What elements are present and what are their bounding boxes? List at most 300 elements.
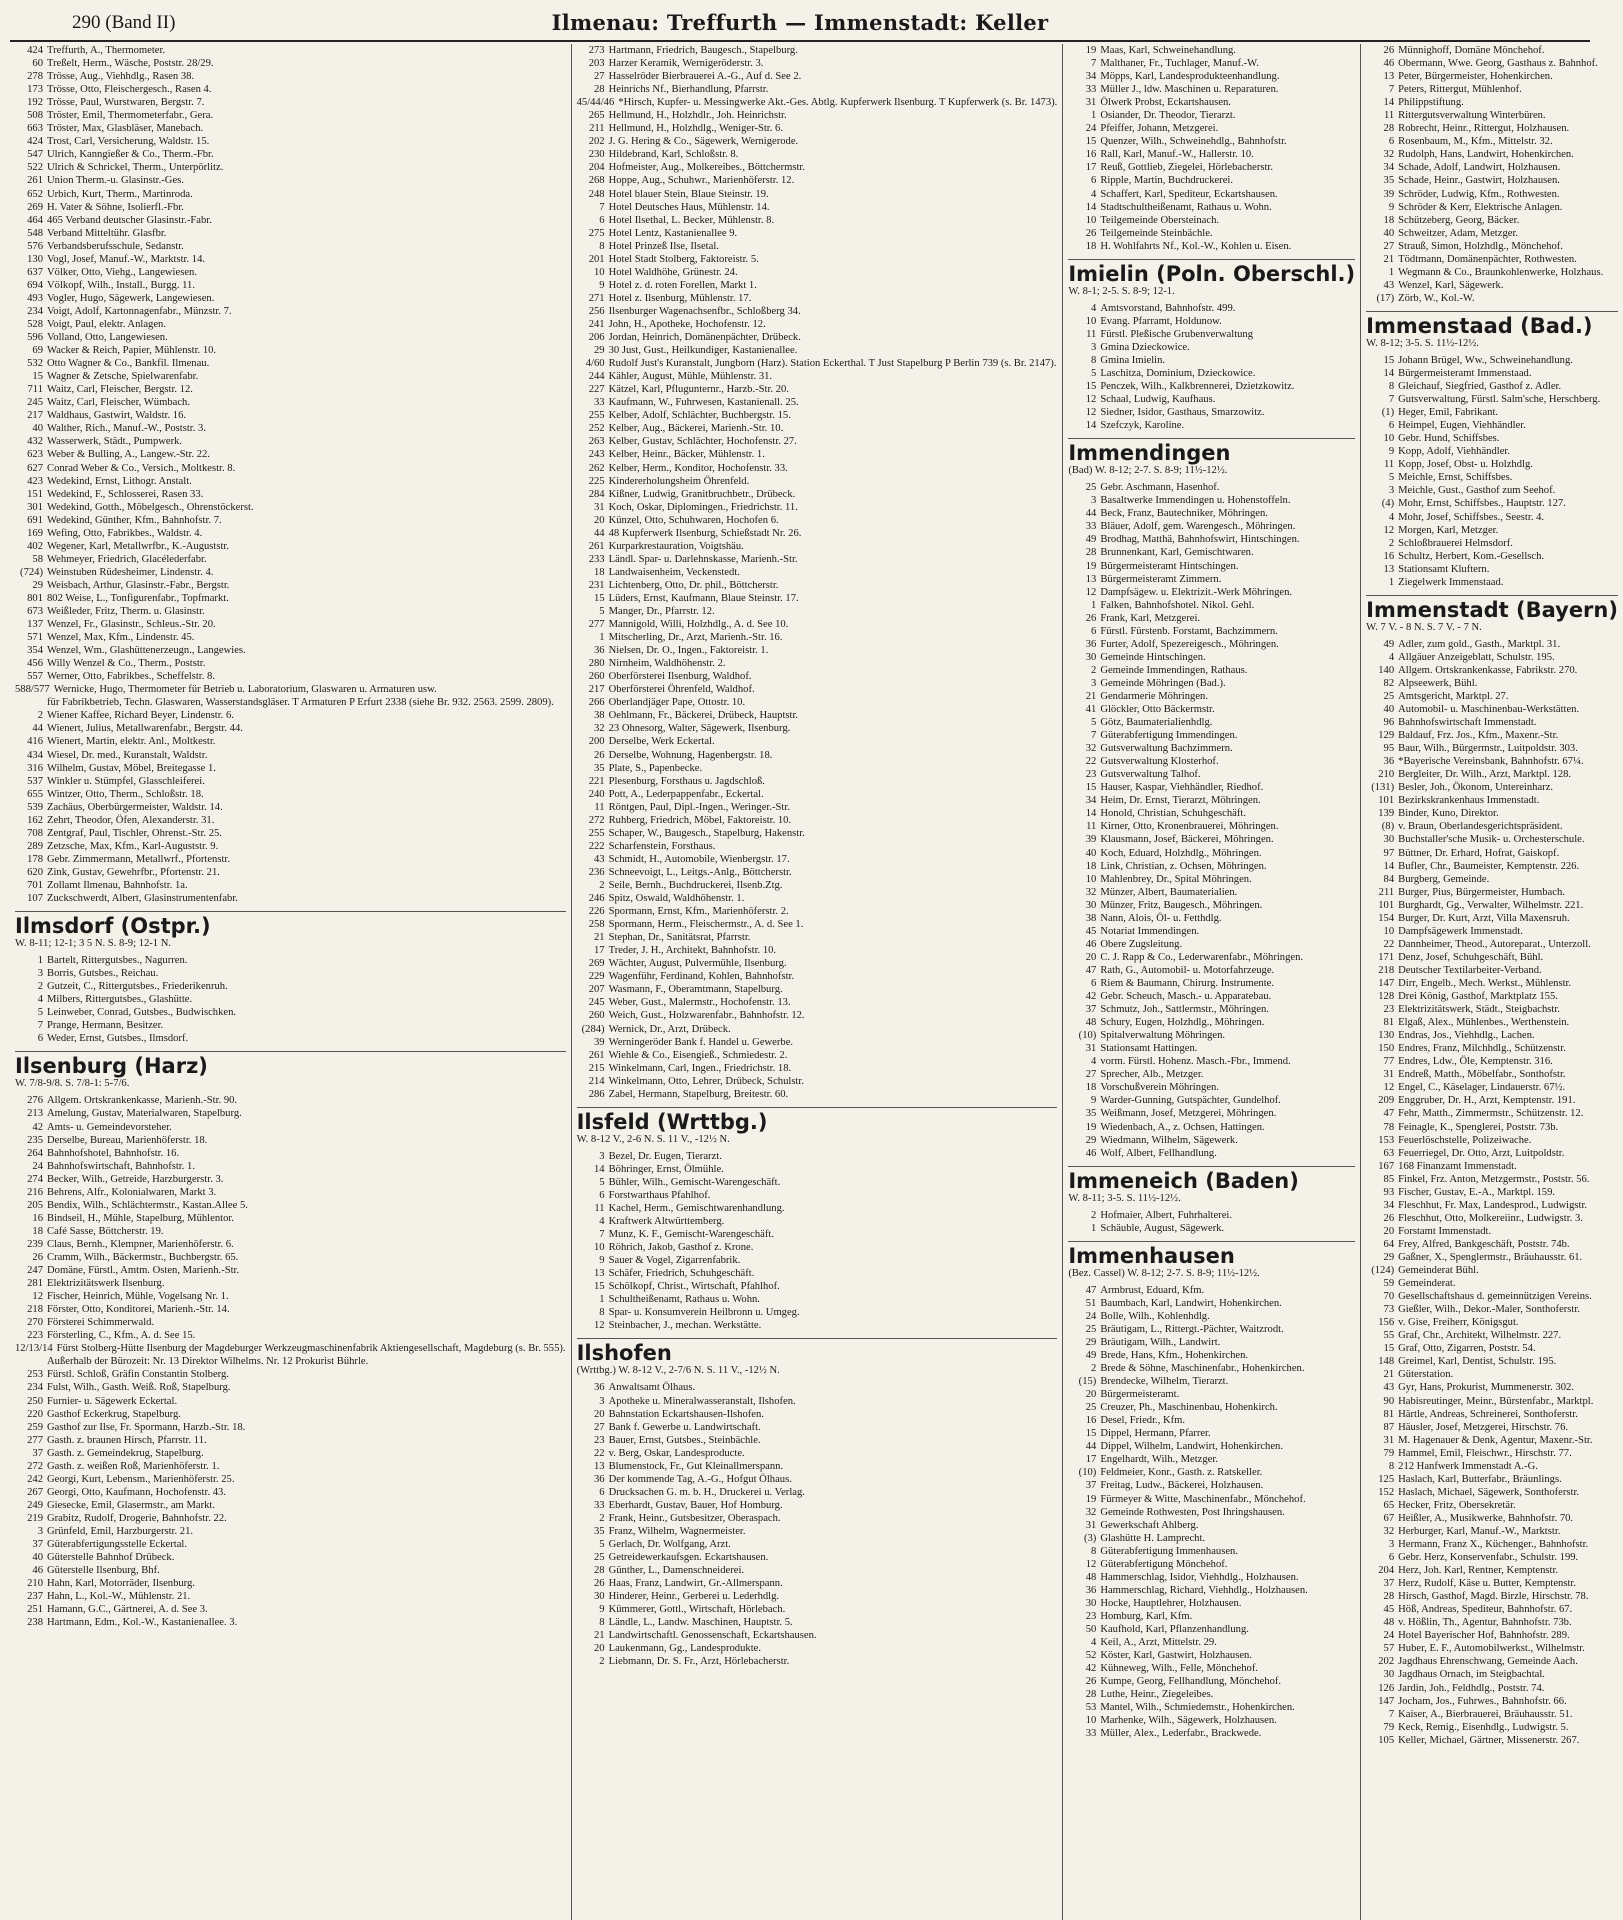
entry-text: Münzer, Fritz, Baugesch., Möhringen. [1100, 899, 1263, 911]
entry-text: Stationsamt Kluftern. [1398, 563, 1490, 575]
phone-number: 38 [1085, 912, 1097, 924]
entry-text: Hartmann, Edm., Kol.-W., Kastanienallee. 3. [47, 1617, 238, 1629]
phone-number: 280 [588, 658, 605, 670]
phone-number: 46 [1085, 1147, 1097, 1159]
entry-text: Ländl. Spar- u. Darlehnskasse, Marienh.-Str. [608, 553, 798, 565]
directory-entry [1366, 1316, 1618, 1329]
phone-number: 37 [1085, 1480, 1097, 1492]
phone-number: 424 [27, 136, 43, 148]
phone-number: 652 [27, 188, 43, 200]
entry-text: Schade, Adolf, Landwirt, Holzhausen. [1398, 162, 1561, 174]
entry-text: Wernick, Dr., Arzt, Drübeck. [608, 1023, 731, 1035]
location-name: Immenstaad (Bad.) [1366, 313, 1593, 338]
phone-number: 708 [27, 827, 43, 839]
entry-text: Güterstelle Ilsenburg, Bhf. [47, 1565, 160, 1577]
phone-number: 28 [1383, 123, 1395, 135]
phone-number: 77 [1383, 1056, 1395, 1068]
directory-entry [577, 879, 1058, 892]
directory-entry [577, 96, 1058, 109]
entry-text: Wintzer, Otto, Therm., Schloßstr. 18. [47, 788, 204, 800]
entry-text: Falken, Bahnhofshotel. Nikol. Gehl. [1100, 599, 1255, 611]
phone-number: 262 [588, 462, 605, 474]
location-heading [577, 1107, 1058, 1146]
running-title: Ilmenau: Treffurth — Immenstadt: Keller [551, 10, 1049, 35]
entry-text: Sauer & Vogel, Zigarrenfabrik. [608, 1255, 741, 1267]
directory-entry [577, 866, 1058, 879]
directory-entry [1068, 1388, 1355, 1401]
entry-text: Stephan, Dr., Sanitätsrat, Pfarrstr. [608, 932, 751, 944]
entry-text: Zollamt Ilmenau, Bahnhofstr. 1a. [47, 880, 188, 891]
phone-number: 271 [588, 292, 605, 304]
entry-text: Lichtenberg, Otto, Dr. phil., Böttcherstr. [608, 579, 779, 591]
directory-entry [15, 853, 566, 866]
directory-entry [1366, 690, 1618, 703]
entry-text: Kelber, Heinr., Bäcker, Mühlenstr. 1. [608, 449, 765, 461]
entry-text: Baur, Wilh., Bürgermstr., Luitpoldstr. 303. [1398, 743, 1578, 755]
phone-number: 258 [588, 919, 605, 931]
phone-number: 15 [1085, 782, 1097, 794]
entry-text: Jagdhaus Ehrenschwang, Gemeinde Aach. [1398, 1656, 1578, 1668]
entry-text: Tröster, Max, Glasbläser, Manebach. [47, 123, 204, 135]
directory-entry [577, 253, 1058, 266]
directory-entry [577, 814, 1058, 827]
phone-number: 33 [1085, 84, 1097, 96]
entry-text: Hellmund, H., Holzhdlg., Weniger-Str. 6. [608, 123, 783, 135]
directory-entry [1068, 1688, 1355, 1701]
entry-text: Grünfeld, Emil, Harzburgerstr. 21. [47, 1525, 194, 1537]
directory-entry [1366, 1238, 1618, 1251]
entry-text: Winkelmann, Carl, Ingen., Friedrichstr. 18. [608, 1062, 792, 1074]
phone-number: 207 [588, 984, 605, 996]
phone-number: 32 [1383, 1525, 1395, 1537]
directory-entry [577, 749, 1058, 762]
entry-text: Bank f. Gewerbe u. Landwirtschaft. [608, 1421, 761, 1433]
directory-entry [1068, 1636, 1355, 1649]
entry-text: H. Vater & Söhne, Isolierfl.-Fbr. [47, 201, 184, 213]
entry-text: Kaufmann, W., Fuhrwesen, Kastanienall. 25. [608, 397, 799, 409]
entry-text: Keck, Remig., Eisenhdlg., Ludwigstr. 5. [1398, 1721, 1569, 1733]
phone-number: 69 [32, 345, 43, 357]
directory-entry [15, 1421, 566, 1434]
directory-entry [15, 422, 566, 435]
phone-number: 13 [1383, 563, 1395, 575]
phone-number: 24 [1085, 123, 1097, 135]
entry-text: 23 Ohnesorg, Walter, Sägewerk, Ilsenburg. [608, 723, 791, 735]
directory-entry [1366, 44, 1618, 57]
phone-number: 249 [27, 1499, 43, 1511]
phone-number: 167 [1378, 1160, 1395, 1172]
phone-number: 23 [1085, 1610, 1097, 1622]
entry-text: Endres, Ldw., Öle, Kemptenstr. 316. [1398, 1056, 1553, 1068]
entry-text: Manger, Dr., Pfarrstr. 12. [608, 606, 715, 618]
entry-text: Bahnhofswirtschaft, Bahnhofstr. 1. [47, 1160, 195, 1172]
directory-entry [1366, 1121, 1618, 1134]
entry-text: Jardin, Joh., Feldhdlg., Poststr. 74. [1398, 1682, 1545, 1694]
directory-entry [577, 735, 1058, 748]
entry-text: Gasthof zur Ilse, Fr. Spormann, Harzb.-Str. 18. [47, 1421, 246, 1433]
phone-number: 493 [27, 292, 43, 304]
directory-entry [1068, 755, 1355, 768]
office-hours: (Bad) W. 8-12; 2-7. S. 8-9; 11½-12½. [1068, 465, 1228, 477]
phone-number: 95 [1383, 743, 1395, 755]
entry-text: Hotel Ilsethal, L. Becker, Mühlenstr. 8. [608, 214, 775, 226]
phone-number: 691 [27, 514, 43, 526]
entry-text: Gesellschaftshaus d. gemeinnützigen Vereins. [1398, 1291, 1592, 1303]
entry-text: Wedekind, F., Schlosserei, Rasen 33. [47, 488, 204, 500]
entry-text: 802 Weise, L., Tonfigurenfabr., Topfmarkt. [47, 592, 229, 604]
entry-text: Derselbe, Bureau, Marienhöferstr. 18. [47, 1134, 208, 1146]
entry-text: Wenzel, Fr., Glasinstr., Schleus.-Str. 20. [47, 619, 216, 631]
directory-entry [1068, 174, 1355, 187]
phone-number: 508 [27, 110, 43, 122]
phone-number: 3 [37, 1525, 43, 1537]
phone-number: 548 [27, 227, 43, 239]
entry-text: Bürgermeisteramt. [1100, 1389, 1180, 1401]
entry-text: Wasmann, F., Oberamtmann, Stapelburg. [608, 984, 783, 996]
entry-text: Wasserwerk, Städt., Pumpwerk. [47, 436, 183, 448]
entry-text: 48 Kupferwerk Ilsenburg, Schießstadt Nr. 26. [608, 527, 802, 539]
directory-entry [1068, 1055, 1355, 1068]
phone-number: 40 [32, 423, 43, 435]
phone-number: 261 [588, 540, 605, 552]
entry-text: Dirr, Engelb., Mech. Werkst., Mühlenstr. [1398, 978, 1572, 989]
phone-number: 21 [594, 1630, 605, 1642]
directory-entry [1366, 201, 1618, 214]
entry-text: Georgi, Otto, Kaufmann, Hochofenstr. 43. [47, 1486, 226, 1498]
directory-entry [15, 1303, 566, 1316]
directory-entry [1068, 122, 1355, 135]
entry-text: Der kommende Tag, A.-G., Hofgut Ölhaus. [608, 1473, 792, 1485]
directory-entry [577, 931, 1058, 944]
directory-entry [1366, 471, 1618, 484]
location-name: Immenstadt (Bayern) [1366, 597, 1618, 622]
phone-number: 4 [1388, 511, 1395, 523]
entry-text: Schade, Heinr., Gastwirt, Holzhausen. [1398, 175, 1560, 187]
phone-number: 81 [1383, 1017, 1395, 1029]
phone-number: 231 [588, 579, 605, 591]
entry-text: Vorschußverein Möhringen. [1100, 1082, 1219, 1094]
directory-entry [1068, 625, 1355, 638]
directory-entry [15, 1329, 566, 1342]
entry-text: Leinweber, Conrad, Gutsbes., Budwischken. [47, 1007, 237, 1019]
entry-text: Johann Brügel, Ww., Schweinehandlung. [1398, 354, 1573, 366]
entry-text: Trösse, Otto, Fleischergesch., Rasen 4. [47, 84, 212, 96]
phone-number: 20 [1085, 951, 1097, 963]
directory-entry [15, 657, 566, 670]
entry-text: Fischer, Heinrich, Mühle, Vogelsang Nr. 1. [47, 1291, 229, 1303]
directory-entry [1366, 292, 1618, 305]
entry-text: Wiesel, Dr. med., Kuranstalt, Waldstr. [47, 749, 208, 761]
phone-number: 24 [32, 1160, 43, 1172]
phone-number: 25 [1085, 1402, 1097, 1414]
entry-text: Waldhaus, Gastwirt, Waldstr. 16. [47, 410, 187, 422]
entry-text: Gendarmerie Möhringen. [1100, 690, 1208, 702]
entry-text: Ilsenburger Wagenachsenfbr., Schloßberg 34. [608, 305, 801, 317]
directory-entry [1068, 214, 1355, 227]
directory-entry [15, 409, 566, 422]
directory-entry [577, 331, 1058, 344]
directory-entry [1068, 860, 1355, 873]
directory-entry [1366, 109, 1618, 122]
directory-entry [1366, 1499, 1618, 1512]
directory-entry [15, 1381, 566, 1394]
phone-number: (124) [1371, 1265, 1395, 1277]
directory-entry [1366, 57, 1618, 70]
entry-text: Gerlach, Dr. Wolfgang, Arzt. [608, 1539, 731, 1551]
entry-text: Denz, Josef, Schuhgeschäft, Bühl. [1398, 951, 1544, 963]
directory-entry [577, 448, 1058, 461]
phone-number: 202 [1378, 1656, 1395, 1668]
entry-text: Koch, Eduard, Holzhdlg., Möhringen. [1100, 847, 1262, 859]
phone-number: 30 [1085, 899, 1097, 911]
phone-number: 87 [1383, 1421, 1395, 1433]
entry-text: Brendecke, Wilhelm, Tierarzt. [1100, 1376, 1229, 1388]
entry-text: Endres, Franz, Milchhdlg., Schützenstr. [1398, 1043, 1566, 1055]
directory-entry [577, 83, 1058, 96]
directory-entry [1366, 820, 1618, 833]
entry-text: Hotel Deutsches Haus, Mühlenstr. 14. [608, 201, 770, 213]
directory-entry [15, 475, 566, 488]
phone-number: (1) [1381, 407, 1395, 419]
phone-number: 128 [1378, 991, 1395, 1003]
phone-number: 49 [1383, 638, 1395, 650]
phone-number: 36 [1085, 638, 1097, 650]
directory-entry [1068, 781, 1355, 794]
entry-text: Derselbe, Werk Eckertal. [608, 736, 715, 748]
entry-text: Graf, Chr., Architekt, Wilhelmstr. 227. [1398, 1330, 1562, 1342]
entry-text: Amtsgericht, Marktpl. 27. [1398, 690, 1509, 702]
entry-text: Fischer, Gustav, E.-A., Marktpl. 159. [1398, 1186, 1556, 1198]
directory-entry [1366, 1538, 1618, 1551]
phone-number: 19 [1085, 1493, 1097, 1505]
directory-entry [15, 879, 566, 892]
entry-text: Heinrichs Nf., Bierhandlung, Pfarrstr. [608, 84, 769, 96]
directory-entry [1366, 1460, 1618, 1473]
directory-entry [577, 592, 1058, 605]
phone-number: 129 [1378, 730, 1395, 742]
directory-entry [1366, 1173, 1618, 1186]
phone-number: 9 [1388, 201, 1395, 213]
entry-text: Wienert, Julius, Metallwarenfabr., Bergstr. 44. [47, 723, 243, 735]
directory-entry [577, 983, 1058, 996]
entry-text: Laschitza, Dominium, Dzieckowice. [1100, 367, 1256, 379]
phone-number: 539 [27, 801, 43, 813]
directory-entry [1366, 703, 1618, 716]
directory-entry [15, 292, 566, 305]
directory-entry [1068, 599, 1355, 612]
phone-number: 35 [594, 1525, 605, 1537]
phone-number: 31 [594, 501, 605, 513]
phone-number: 263 [588, 436, 605, 448]
directory-entry [15, 827, 566, 840]
directory-entry [1366, 1590, 1618, 1603]
entry-text: Munz, K. F., Gemischt-Warengeschäft. [608, 1229, 774, 1241]
phone-number: 5 [1091, 717, 1097, 729]
entry-text: Spormann, Ernst, Kfm., Marienhöferstr. 2. [608, 906, 789, 918]
entry-text: Kindererholungsheim Öhrenfeld. [608, 475, 750, 487]
directory-entry [1068, 1094, 1355, 1107]
directory-entry [1366, 768, 1618, 781]
entry-text: Treßelt, Herm., Wäsche, Poststr. 28/29. [47, 58, 214, 70]
phone-number: 276 [27, 1095, 43, 1107]
phone-number: 402 [27, 540, 43, 552]
phone-number: 25 [594, 1552, 605, 1564]
directory-entry [1068, 546, 1355, 559]
phone-number: 79 [1383, 1447, 1395, 1459]
entry-text: Schäuble, August, Sägewerk. [1100, 1222, 1225, 1234]
phone-number: 79 [1383, 1721, 1395, 1733]
phone-number: 53 [1085, 1702, 1097, 1714]
entry-text: Brodhag, Matthä, Bahnhofswirt, Hintschingen. [1100, 534, 1300, 546]
phone-number: 162 [27, 814, 43, 826]
phone-number: 152 [1378, 1486, 1395, 1498]
directory-entry [1068, 794, 1355, 807]
directory-entry [1366, 1290, 1618, 1303]
directory-entry [1366, 393, 1618, 406]
phone-number: 218 [1378, 964, 1395, 976]
entry-text: Buchstaller'sche Musik- u. Orchesterschule. [1398, 834, 1585, 846]
phone-number: 10 [1085, 1715, 1097, 1727]
directory-entry [1366, 1486, 1618, 1499]
entry-text: Kähler, August, Mühle, Mühlenstr. 31. [608, 371, 773, 383]
directory-entry [1068, 807, 1355, 820]
phone-number: 10 [1085, 873, 1097, 885]
phone-number: 2 [1388, 537, 1395, 549]
directory-entry [1366, 781, 1618, 794]
directory-entry [1366, 135, 1618, 148]
entry-text: Harzer Keramik, Wernigeröderstr. 3. [608, 58, 764, 70]
phone-number: 277 [27, 1434, 43, 1446]
directory-entry [15, 109, 566, 122]
phone-number: 84 [1383, 873, 1395, 885]
directory-entry [15, 1006, 566, 1019]
directory-entry [1366, 1721, 1618, 1734]
directory-entry [15, 1199, 566, 1212]
directory-entry [1366, 716, 1618, 729]
directory-entry [1366, 563, 1618, 576]
directory-entry [577, 1408, 1058, 1421]
entry-text: Voigt, Paul, elektr. Anlagen. [47, 318, 166, 330]
entry-text: Strauß, Simon, Holzhdlg., Mönchehof. [1398, 240, 1563, 252]
entry-text: Müller, Alex., Lederfabr., Brackwede. [1100, 1728, 1262, 1740]
directory-entry [577, 1088, 1058, 1101]
directory-entry [15, 448, 566, 461]
phone-number: 7 [1091, 58, 1097, 70]
phone-number: 33 [1085, 521, 1097, 533]
directory-entry [15, 462, 566, 475]
directory-entry [1068, 1479, 1355, 1492]
phone-number: 46 [1085, 938, 1097, 950]
phone-number: 2 [37, 710, 43, 722]
entry-text: Rudolf Just's Kuranstalt, Jungborn (Harz). Station Eckerthal. T Just Stapelburg P Berlin 739 (s. Br. 2147). [608, 358, 1057, 370]
entry-text: Günther, L., Damenschneiderei. [608, 1565, 745, 1577]
directory-entry [1366, 1577, 1618, 1590]
directory-entry [1068, 873, 1355, 886]
entry-text: Winkler u. Stümpfel, Glasschleiferei. [47, 775, 205, 787]
entry-text: Gemeinderat. [1398, 1278, 1456, 1290]
phone-number: 1 [1091, 110, 1097, 122]
directory-entry [1366, 122, 1618, 135]
entry-text: Güterstation. [1398, 1369, 1454, 1381]
entry-text: *Hirsch, Kupfer- u. Messingwerke Akt.-Ges. Abtlg. Kupferwerk Ilsenburg. T Kupferwerk (s. Br. 1473). [618, 97, 1058, 109]
directory-entry [1068, 1427, 1355, 1440]
phone-number: 23 [594, 1434, 605, 1446]
phone-number: 20 [594, 514, 605, 526]
phone-number: 30 [594, 1591, 605, 1603]
phone-number: 214 [588, 1075, 605, 1087]
phone-number: 156 [1378, 1317, 1395, 1329]
entry-text: John, H., Apotheke, Hochofenstr. 12. [608, 318, 766, 330]
directory-entry [1068, 690, 1355, 703]
entry-text: Philippstiftung. [1398, 97, 1464, 109]
directory-entry [1068, 1584, 1355, 1597]
entry-text: Bezel, Dr. Eugen, Tierarzt. [608, 1150, 722, 1162]
phone-number: 247 [27, 1265, 43, 1277]
entry-text: Heimpel, Eugen, Viehhändler. [1398, 420, 1526, 432]
directory-entry [1366, 266, 1618, 279]
entry-text: Rath, G., Automobil- u. Motorfahrzeuge. [1100, 964, 1275, 976]
directory-entry [577, 1049, 1058, 1062]
directory-entry [1068, 1209, 1355, 1222]
phone-number: 1 [1091, 599, 1097, 611]
entry-text: Drucksachen G. m. b. H., Druckerei u. Verlag. [608, 1486, 805, 1498]
directory-entry [15, 174, 566, 187]
phone-number: 49 [1085, 1349, 1097, 1361]
office-hours: W. 8-1; 2-5. S. 8-9; 12-1. [1068, 285, 1175, 297]
entry-text: Bahnhofswirtschaft Immenstadt. [1398, 717, 1537, 729]
phone-number: 2 [1091, 1209, 1097, 1221]
entry-text: Ruhberg, Friedrich, Möbel, Faktoreistr. 10. [608, 814, 792, 826]
directory-entry [1366, 1564, 1618, 1577]
entry-text: Rall, Karl, Manuf.-W., Hallerstr. 10. [1100, 149, 1254, 161]
phone-number: 9 [1388, 446, 1395, 458]
phone-number: 627 [27, 462, 43, 474]
phone-number: 200 [588, 736, 605, 748]
entry-text: Werningeröder Bank f. Handel u. Gewerbe. [608, 1036, 794, 1048]
directory-entry [577, 1512, 1058, 1525]
phone-number: 6 [599, 214, 605, 226]
phone-number: 215 [588, 1062, 605, 1074]
phone-number: 456 [27, 658, 43, 670]
entry-text: Schaper, W., Baugesch., Stapelburg, Hakenstr. [608, 827, 805, 839]
phone-number: 47 [1383, 1108, 1395, 1120]
directory-entry [15, 227, 566, 240]
entry-text: Rosenbaum, M., Kfm., Mittelstr. 32. [1398, 136, 1553, 148]
phone-number: 7 [1388, 394, 1395, 406]
phone-number: 250 [27, 1395, 43, 1407]
entry-text: Ölwerk Probst, Eckartshausen. [1100, 97, 1231, 109]
phone-number: 15 [594, 592, 605, 604]
directory-entry [1068, 315, 1355, 328]
directory-entry [15, 135, 566, 148]
directory-entry [577, 488, 1058, 501]
phone-number: 40 [1383, 227, 1395, 239]
directory-entry [1366, 240, 1618, 253]
phone-number: 6 [1091, 175, 1097, 187]
entry-text: Frank, Heinr., Gutsbesitzer, Oberaspach. [608, 1512, 781, 1524]
directory-entry [1366, 651, 1618, 664]
entry-text: Hecker, Fritz, Obersekretär. [1398, 1499, 1516, 1511]
entry-text: Weich, Gust., Holzwarenfabr., Bahnhofstr. 12. [608, 1010, 805, 1022]
directory-entry [15, 814, 566, 827]
directory-entry [1068, 964, 1355, 977]
entry-text: Domäne, Fürstl., Amtm. Osten, Marienh.-Str. [47, 1265, 240, 1277]
column-2 [571, 44, 1063, 1920]
directory-entry [1068, 951, 1355, 964]
phone-number: 26 [1383, 1212, 1395, 1224]
entry-text: Kopp, Adolf, Viehhändler. [1398, 446, 1510, 458]
phone-number: 28 [594, 1565, 605, 1577]
